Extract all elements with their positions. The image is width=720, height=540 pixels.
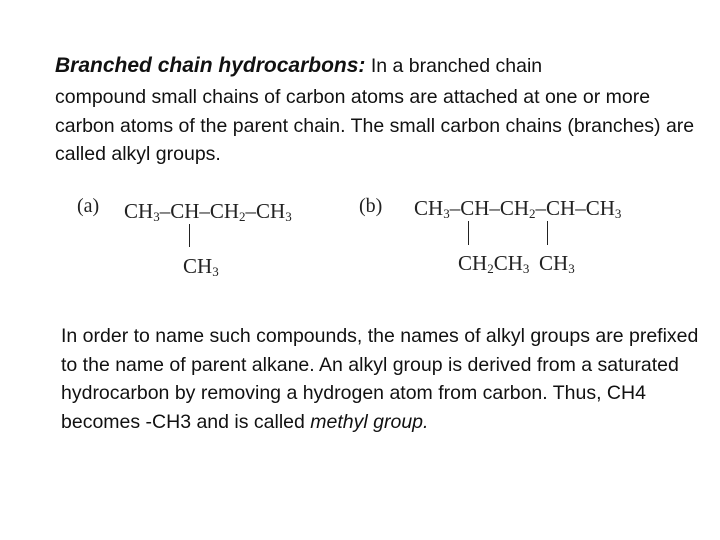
formula-text: CH	[539, 251, 569, 275]
structure-b-branch-1	[458, 253, 529, 274]
naming-body-text: In order to name such compounds, the names of alkyl groups are prefixed to the name of parent alkane. An alkyl group is derived from a saturated hydrocarbon by removing a hydrogen atom from carbon. Thus, CH4 becomes -CH3 and is called	[61, 325, 699, 433]
naming-paragraph	[61, 322, 701, 436]
formula-subscript: 3	[212, 264, 219, 279]
formula-subscript: 3	[443, 206, 450, 221]
structure-b-main-chain	[414, 198, 621, 219]
formula-text: –CH–CH	[159, 199, 240, 223]
structure-b-label: (b)	[359, 195, 383, 217]
intro-first-line-text: In a branched chain	[365, 55, 543, 77]
intro-first-line	[55, 49, 695, 83]
formula-text: CH	[414, 196, 444, 220]
formula-subscript: 2	[239, 209, 246, 224]
structure-a-branch	[183, 256, 219, 277]
formula-text: CH	[458, 251, 488, 275]
formula-text: –CH	[245, 199, 286, 223]
formula-text: CH	[183, 254, 213, 278]
structure-a-label: (a)	[77, 195, 100, 217]
intro-body-text: compound small chains of carbon atoms are attached at one or more carbon atoms of the parent chain. The small carbon chains (branches) are called alkyl groups.	[55, 86, 695, 165]
formula-subscript: 3	[568, 261, 575, 276]
structure-a-branch-bond	[189, 224, 190, 247]
formula-subscript: 3	[153, 209, 160, 224]
intro-paragraph	[55, 49, 695, 169]
formula-subscript: 2	[529, 206, 536, 221]
formula-subscript: 3	[522, 261, 530, 276]
formula-text: CH	[493, 251, 523, 275]
structure-b-branch-bond-1	[468, 221, 469, 245]
formula-subscript: 2	[487, 261, 494, 276]
structure-a-main-chain	[124, 201, 292, 222]
methyl-group-term: methyl group.	[310, 410, 429, 433]
structure-b-branch-2	[539, 253, 575, 274]
formula-subscript: 3	[614, 206, 622, 221]
formula-text: –CH–CH	[535, 196, 615, 220]
formula-text: CH	[124, 199, 154, 223]
structure-b-branch-bond-2	[547, 221, 548, 245]
formula-subscript: 3	[285, 209, 292, 224]
heading-branched-chain: Branched chain hydrocarbons:	[55, 54, 366, 77]
formula-text: –CH–CH	[449, 196, 530, 220]
